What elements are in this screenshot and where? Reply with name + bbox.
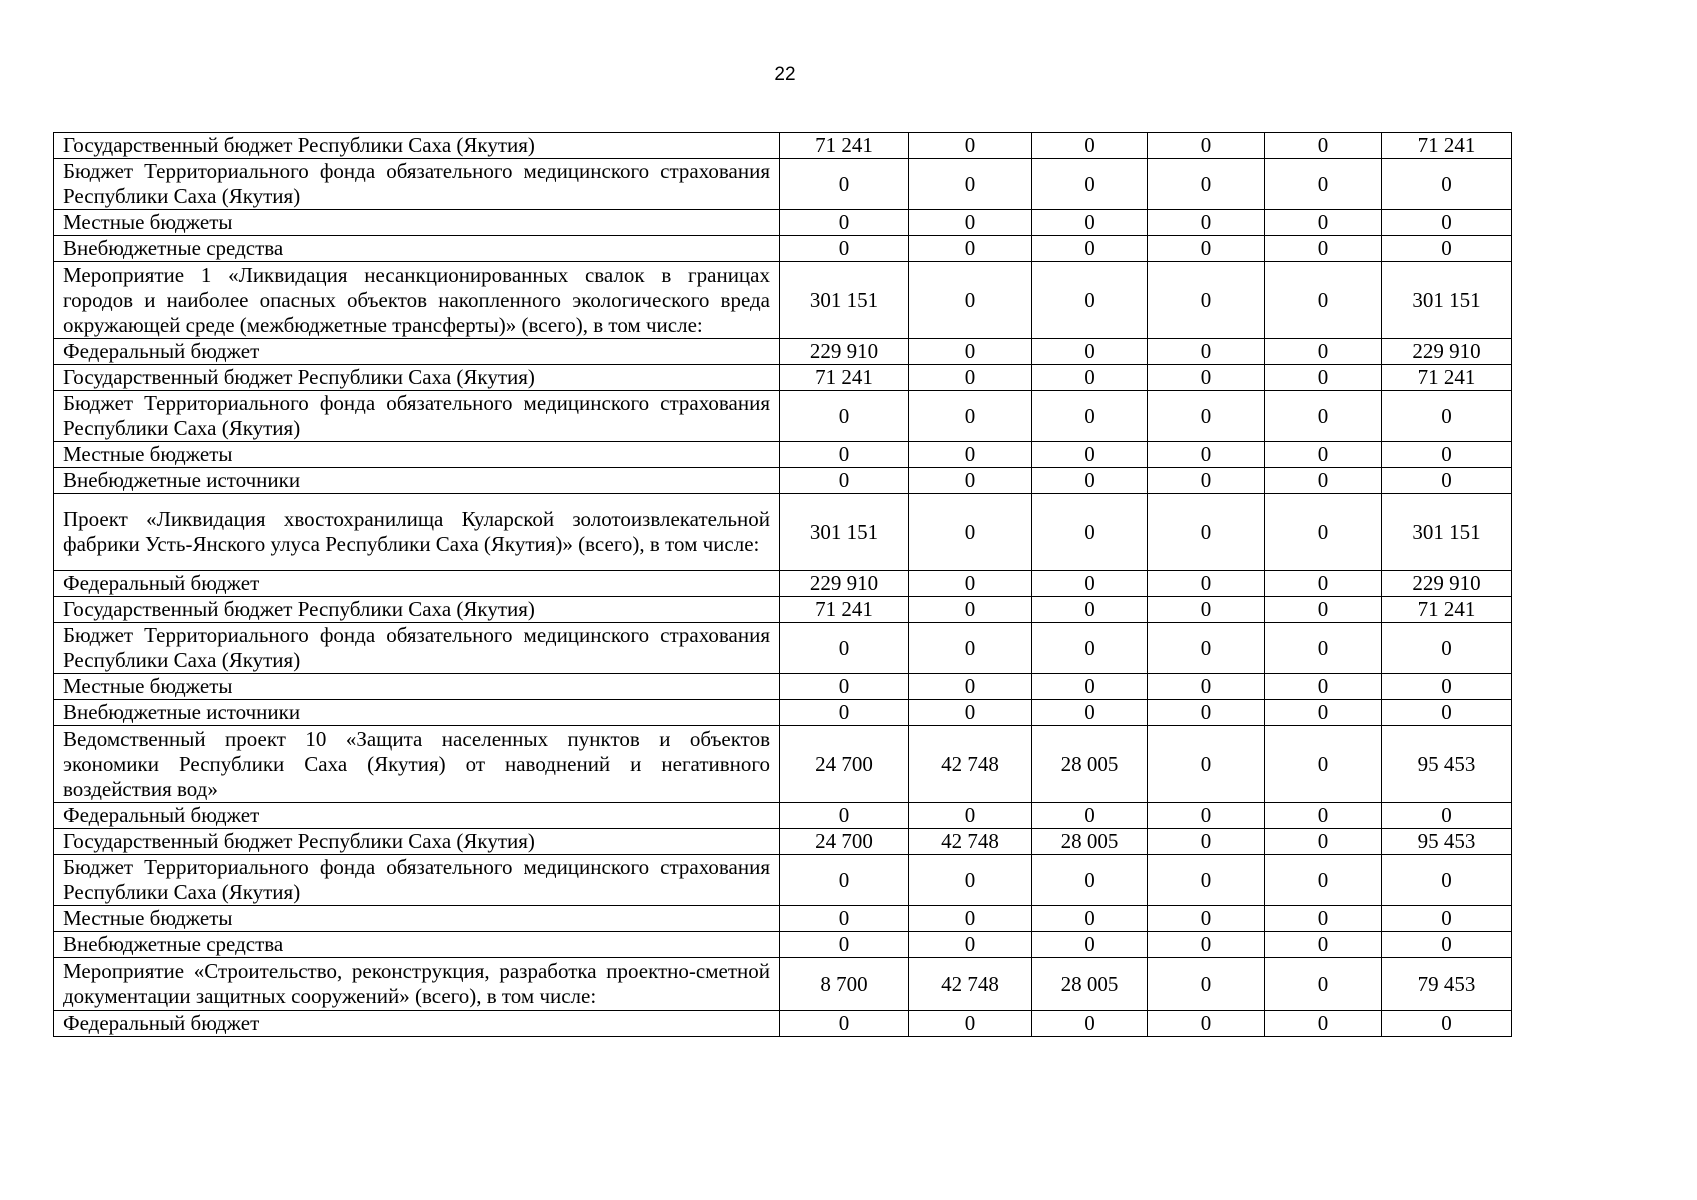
row-label: Мероприятие 1 «Ликвидация несанкционированных свалок в границах городов и наиболее опасных объектов накопленного экологического вреда окружающей среде (межбюджетные трансферты)» (всего), в том числе: [54,262,780,339]
value-cell: 0 [1032,803,1148,829]
total-cell: 0 [1382,391,1512,442]
row-label: Мероприятие «Строительство, реконструкция, разработка проектно-сметной документации защитных сооружений» (всего), в том числе: [54,958,780,1011]
budget-table-body [54,133,1512,1037]
value-cell: 301 151 [780,262,909,339]
total-cell: 0 [1382,1011,1512,1037]
total-cell: 0 [1382,468,1512,494]
row-label: Внебюджетные источники [54,468,780,494]
row-label: Бюджет Территориального фонда обязательного медицинского страхования Республики Саха (Якутия) [54,391,780,442]
row-label: Государственный бюджет Республики Саха (Якутия) [54,829,780,855]
table-row [54,468,1512,494]
value-cell: 0 [1265,442,1382,468]
row-label: Местные бюджеты [54,674,780,700]
total-cell: 301 151 [1382,494,1512,571]
value-cell: 0 [1032,855,1148,906]
value-cell: 42 748 [909,958,1032,1011]
value-cell: 0 [1265,571,1382,597]
table-row [54,829,1512,855]
value-cell: 0 [1148,339,1265,365]
value-cell: 0 [1265,906,1382,932]
table-row [54,855,1512,906]
value-cell: 0 [780,855,909,906]
value-cell: 0 [1148,958,1265,1011]
total-cell: 301 151 [1382,262,1512,339]
total-cell: 95 453 [1382,726,1512,803]
total-cell: 0 [1382,674,1512,700]
value-cell: 0 [1148,906,1265,932]
row-label: Бюджет Территориального фонда обязательного медицинского страхования Республики Саха (Якутия) [54,855,780,906]
table-row [54,133,1512,159]
value-cell: 0 [909,932,1032,958]
value-cell: 0 [1148,623,1265,674]
value-cell: 0 [1148,494,1265,571]
total-cell: 95 453 [1382,829,1512,855]
value-cell: 0 [1148,726,1265,803]
total-cell: 71 241 [1382,365,1512,391]
value-cell: 0 [909,1011,1032,1037]
value-cell: 0 [1032,262,1148,339]
value-cell: 0 [1148,133,1265,159]
value-cell: 0 [1265,829,1382,855]
row-label: Федеральный бюджет [54,803,780,829]
value-cell: 0 [1265,494,1382,571]
value-cell: 0 [909,236,1032,262]
table-row [54,494,1512,571]
table-row [54,700,1512,726]
total-cell: 79 453 [1382,958,1512,1011]
value-cell: 0 [780,210,909,236]
value-cell: 0 [1148,210,1265,236]
value-cell: 0 [1148,236,1265,262]
value-cell: 0 [1265,210,1382,236]
value-cell: 28 005 [1032,726,1148,803]
value-cell: 0 [1032,1011,1148,1037]
value-cell: 0 [1265,726,1382,803]
value-cell: 28 005 [1032,829,1148,855]
value-cell: 0 [1032,210,1148,236]
table-row [54,623,1512,674]
value-cell: 24 700 [780,726,909,803]
value-cell: 0 [1148,365,1265,391]
value-cell: 0 [1032,932,1148,958]
row-label: Внебюджетные средства [54,236,780,262]
value-cell: 0 [909,365,1032,391]
value-cell: 0 [1265,855,1382,906]
row-label: Государственный бюджет Республики Саха (Якутия) [54,133,780,159]
total-cell: 0 [1382,932,1512,958]
value-cell: 0 [909,133,1032,159]
total-cell: 0 [1382,236,1512,262]
value-cell: 0 [1265,365,1382,391]
value-cell: 0 [1148,803,1265,829]
value-cell: 229 910 [780,339,909,365]
value-cell: 0 [909,597,1032,623]
total-cell: 0 [1382,855,1512,906]
value-cell: 0 [780,391,909,442]
value-cell: 0 [1265,468,1382,494]
value-cell: 0 [1148,829,1265,855]
value-cell: 28 005 [1032,958,1148,1011]
value-cell: 0 [1265,133,1382,159]
value-cell: 0 [909,391,1032,442]
value-cell: 0 [1032,623,1148,674]
total-cell: 0 [1382,210,1512,236]
value-cell: 0 [909,700,1032,726]
row-label: Государственный бюджет Республики Саха (Якутия) [54,365,780,391]
value-cell: 0 [1032,494,1148,571]
value-cell: 0 [780,159,909,210]
value-cell: 0 [1265,958,1382,1011]
row-label: Местные бюджеты [54,210,780,236]
value-cell: 0 [909,339,1032,365]
value-cell: 0 [1265,339,1382,365]
value-cell: 0 [909,262,1032,339]
value-cell: 0 [780,236,909,262]
row-label: Бюджет Территориального фонда обязательного медицинского страхования Республики Саха (Якутия) [54,159,780,210]
value-cell: 0 [1265,159,1382,210]
value-cell: 0 [1148,159,1265,210]
value-cell: 0 [909,855,1032,906]
total-cell: 0 [1382,159,1512,210]
value-cell: 71 241 [780,133,909,159]
table-row [54,442,1512,468]
table-row [54,674,1512,700]
total-cell: 0 [1382,442,1512,468]
total-cell: 0 [1382,623,1512,674]
value-cell: 0 [909,494,1032,571]
value-cell: 0 [909,210,1032,236]
table-row [54,365,1512,391]
budget-table [53,132,1512,1037]
value-cell: 0 [1032,365,1148,391]
row-label: Местные бюджеты [54,906,780,932]
page-number: 22 [774,64,796,85]
value-cell: 0 [780,700,909,726]
value-cell: 0 [1032,468,1148,494]
value-cell: 0 [909,468,1032,494]
value-cell: 0 [909,623,1032,674]
value-cell: 0 [1032,597,1148,623]
value-cell: 0 [1265,262,1382,339]
value-cell: 0 [1148,932,1265,958]
value-cell: 0 [1265,803,1382,829]
value-cell: 0 [780,468,909,494]
value-cell: 24 700 [780,829,909,855]
table-row [54,803,1512,829]
row-label: Бюджет Территориального фонда обязательного медицинского страхования Республики Саха (Якутия) [54,623,780,674]
value-cell: 0 [1032,133,1148,159]
table-row [54,1011,1512,1037]
row-label: Федеральный бюджет [54,1011,780,1037]
table-row [54,958,1512,1011]
value-cell: 0 [1148,597,1265,623]
value-cell: 0 [1032,906,1148,932]
value-cell: 0 [909,674,1032,700]
value-cell: 0 [1032,442,1148,468]
value-cell: 229 910 [780,571,909,597]
value-cell: 8 700 [780,958,909,1011]
value-cell: 0 [780,674,909,700]
value-cell: 0 [780,623,909,674]
value-cell: 0 [1265,623,1382,674]
total-cell: 0 [1382,803,1512,829]
total-cell: 0 [1382,700,1512,726]
value-cell: 0 [1148,571,1265,597]
value-cell: 71 241 [780,597,909,623]
value-cell: 0 [1265,932,1382,958]
value-cell: 0 [1148,391,1265,442]
value-cell: 0 [1148,700,1265,726]
row-label: Местные бюджеты [54,442,780,468]
value-cell: 42 748 [909,829,1032,855]
value-cell: 0 [909,571,1032,597]
row-label: Внебюджетные источники [54,700,780,726]
table-row [54,236,1512,262]
total-cell: 229 910 [1382,571,1512,597]
table-row [54,571,1512,597]
value-cell: 0 [780,906,909,932]
value-cell: 0 [1265,236,1382,262]
value-cell: 301 151 [780,494,909,571]
value-cell: 0 [909,442,1032,468]
row-label: Федеральный бюджет [54,339,780,365]
value-cell: 0 [1148,468,1265,494]
table-row [54,391,1512,442]
table-row [54,597,1512,623]
table-row [54,906,1512,932]
value-cell: 0 [1148,1011,1265,1037]
value-cell: 0 [1032,391,1148,442]
value-cell: 71 241 [780,365,909,391]
value-cell: 0 [1032,159,1148,210]
value-cell: 0 [909,159,1032,210]
table-row [54,159,1512,210]
row-label: Проект «Ликвидация хвостохранилища Куларской золотоизвлекательной фабрики Усть-Янского улуса Республики Саха (Якутия)» (всего), в том числе: [54,494,780,571]
table-row [54,726,1512,803]
row-label: Ведомственный проект 10 «Защита населенных пунктов и объектов экономики Республики Саха (Якутия) от наводнений и негативного воздействия вод» [54,726,780,803]
value-cell: 0 [780,442,909,468]
total-cell: 229 910 [1382,339,1512,365]
value-cell: 0 [780,932,909,958]
value-cell: 0 [909,803,1032,829]
value-cell: 42 748 [909,726,1032,803]
value-cell: 0 [1265,597,1382,623]
table-row [54,339,1512,365]
table-row [54,210,1512,236]
value-cell: 0 [1148,442,1265,468]
value-cell: 0 [780,1011,909,1037]
row-label: Федеральный бюджет [54,571,780,597]
total-cell: 0 [1382,906,1512,932]
value-cell: 0 [909,906,1032,932]
total-cell: 71 241 [1382,597,1512,623]
value-cell: 0 [1032,700,1148,726]
value-cell: 0 [780,803,909,829]
value-cell: 0 [1148,855,1265,906]
value-cell: 0 [1265,391,1382,442]
value-cell: 0 [1265,674,1382,700]
value-cell: 0 [1032,339,1148,365]
value-cell: 0 [1032,674,1148,700]
row-label: Внебюджетные средства [54,932,780,958]
value-cell: 0 [1265,1011,1382,1037]
total-cell: 71 241 [1382,133,1512,159]
value-cell: 0 [1032,571,1148,597]
table-row [54,262,1512,339]
table-row [54,932,1512,958]
value-cell: 0 [1148,262,1265,339]
row-label: Государственный бюджет Республики Саха (Якутия) [54,597,780,623]
value-cell: 0 [1265,700,1382,726]
value-cell: 0 [1032,236,1148,262]
value-cell: 0 [1148,674,1265,700]
